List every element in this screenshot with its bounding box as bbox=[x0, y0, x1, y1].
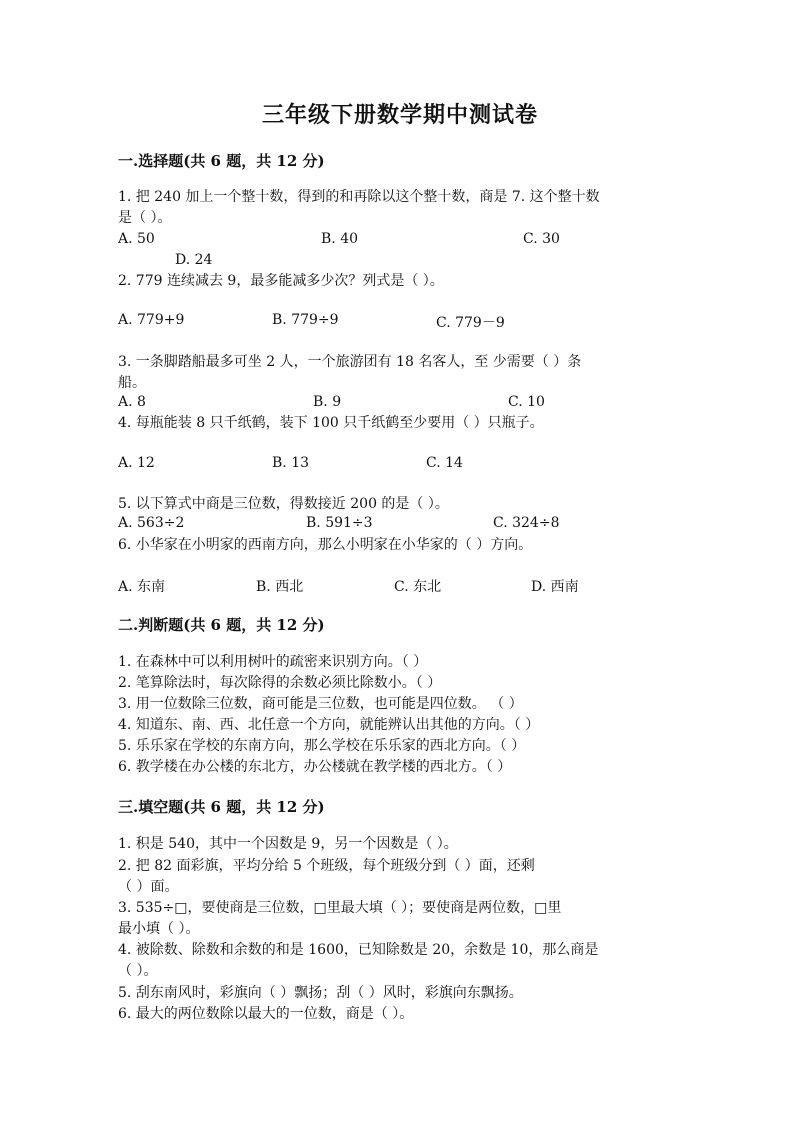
judgement-item-2: 2. 笔算除法时，每次除得的余数必须比除数小。（ ） bbox=[118, 675, 442, 691]
question-5-option-a: A. 563÷2 bbox=[118, 515, 185, 531]
page-title: 三年级下册数学期中测试卷 bbox=[261, 102, 538, 128]
question-4: 4. 每瓶能装 8 只千纸鹤，装下 100 只千纸鹤至少要用（ ）只瓶子。 bbox=[118, 415, 544, 431]
question-1-option-c: C. 30 bbox=[523, 231, 560, 247]
fill-blank-line-9: 6. 最大的两位数除以最大的一位数，商是（ ）。 bbox=[118, 1006, 414, 1022]
question-4-option-b: B. 13 bbox=[272, 455, 310, 471]
judgement-item-6: 6. 教学楼在办公楼的东北方，办公楼就在教学楼的西北方。（ ） bbox=[118, 759, 512, 775]
fill-blank-line-5: 最小填（ ）。 bbox=[118, 921, 200, 937]
question-3-line-1: 3. 一条脚踏船最多可坐 2 人，一个旅游团有 18 名客人，至 少需要（ ）条 bbox=[118, 354, 582, 370]
question-4-option-c: C. 14 bbox=[426, 455, 463, 471]
question-6-option-a: A. 东南 bbox=[118, 579, 166, 595]
section-heading-fill-blank: 三.填空题(共 6 题，共 12 分) bbox=[118, 798, 325, 816]
section-heading-judgement: 二.判断题(共 6 题，共 12 分) bbox=[118, 616, 325, 634]
question-2-option-b: B. 779÷9 bbox=[272, 312, 339, 328]
question-1-line-1: 1. 把 240 加上一个整十数，得到的和再除以这个整十数，商是 7. 这个整十数 bbox=[118, 189, 600, 205]
question-1-option-d: D. 24 bbox=[175, 252, 213, 268]
question-3-line-2: 船。 bbox=[118, 375, 146, 391]
fill-blank-line-4: 3. 535÷□，要使商是三位数，□里最大填（ ）；要使商是两位数，□里 bbox=[118, 900, 562, 916]
question-5-option-b: B. 591÷3 bbox=[306, 515, 373, 531]
question-5-option-c: C. 324÷8 bbox=[493, 515, 560, 531]
judgement-item-4: 4. 知道东、南、西、北任意一个方向，就能辨认出其他的方向。（ ） bbox=[118, 717, 540, 733]
question-6-option-c: C. 东北 bbox=[394, 579, 442, 595]
question-3-option-b: B. 9 bbox=[313, 394, 342, 410]
question-2-option-c: C. 779－9 bbox=[436, 315, 505, 331]
fill-blank-line-1: 1. 积是 540，其中一个因数是 9，另一个因数是（ ）。 bbox=[118, 836, 458, 852]
question-5: 5. 以下算式中商是三位数，得数接近 200 的是（ ）。 bbox=[118, 496, 449, 512]
judgement-item-5: 5. 乐乐家在学校的东南方向，那么学校在乐乐家的西北方向。（ ） bbox=[118, 738, 526, 754]
section-heading-choice: 一.选择题(共 6 题，共 12 分) bbox=[118, 152, 325, 170]
fill-blank-line-3: （ ）面。 bbox=[118, 879, 179, 895]
fill-blank-line-2: 2. 把 82 面彩旗，平均分给 5 个班级，每个班级分到（ ）面，还剩 bbox=[118, 858, 535, 874]
fill-blank-line-7: （ ）。 bbox=[118, 963, 158, 979]
question-3-option-c: C. 10 bbox=[508, 394, 545, 410]
question-1-option-a: A. 50 bbox=[118, 231, 155, 247]
question-6-option-d: D. 西南 bbox=[531, 579, 579, 595]
question-6: 6. 小华家在小明家的西南方向，那么小明家在小华家的（ ）方向。 bbox=[118, 537, 533, 553]
question-3-option-a: A. 8 bbox=[118, 394, 146, 410]
judgement-item-1: 1. 在森林中可以利用树叶的疏密来识别方向。（ ） bbox=[118, 654, 428, 670]
question-1-option-b: B. 40 bbox=[321, 231, 359, 247]
question-2-option-a: A. 779+9 bbox=[118, 312, 185, 328]
question-1-line-2: 是（ ）。 bbox=[118, 210, 172, 226]
question-4-option-a: A. 12 bbox=[118, 455, 155, 471]
fill-blank-line-8: 5. 刮东南风时，彩旗向（ ）飘扬；刮（ ）风时，彩旗向东飘扬。 bbox=[118, 985, 523, 1001]
fill-blank-line-6: 4. 被除数、除数和余数的和是 1600，已知除数是 20，余数是 10，那么商是 bbox=[118, 942, 599, 958]
question-6-option-b: B. 西北 bbox=[256, 579, 304, 595]
judgement-item-3: 3. 用一位数除三位数，商可能是三位数，也可能是四位数。 （ ） bbox=[118, 696, 523, 712]
question-2: 2. 779 连续减去 9，最多能减多少次？列式是（ ）。 bbox=[118, 273, 444, 289]
